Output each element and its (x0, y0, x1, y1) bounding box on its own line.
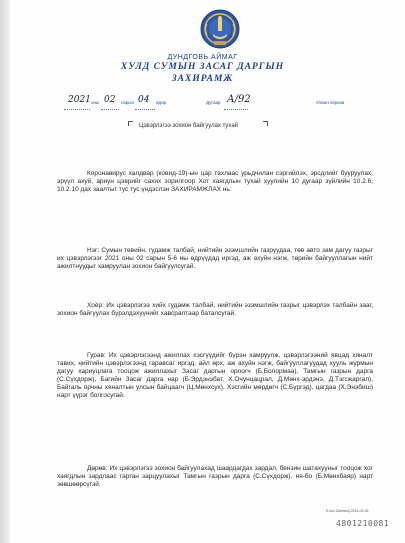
paragraph-preamble-text: Коронавирус халдвар (ковид-19)-ын цар тахлаас урьдчилан сэргийлэх, эрсдлийг бууруулах, эрүүл ахуй, ариун цэврийг сахих зорилгоор Хот хаягдлын тухай хуулийн 10 дугаар зүйлийн 10.2.6, 10.2.10 дах заалтыг тус тус үндэслэн ЗАХИРАМЖЛАХ нь: (57, 170, 373, 194)
province-name: ДУНДГОВЬ АЙМАГ (167, 54, 238, 61)
paragraph-three (57, 352, 373, 401)
number-underline (224, 109, 248, 110)
state-emblem-icon (199, 8, 241, 50)
date-month: 02 (104, 95, 116, 105)
paragraph-one (57, 247, 373, 271)
number-label: Дугаар (206, 100, 221, 105)
year-underline (64, 109, 90, 110)
paragraph-one-text: Нэг: Сумын төвийн, гудамж талбай, нийтийн эзэмшлийн газруудаа, төв авто зам дагуу газрыг их цэвэрлэгээг 2021 оны 02 сарын 5-6 ны өдрүүдад иргэд, аж ахуйн нэгж, төрийн байгууллагын нийт ажилтнуудыг хамруулан зохион байгуулсугай. (57, 247, 373, 271)
day-underline (135, 109, 155, 110)
date-month-suffix: сарын (121, 100, 134, 105)
paragraph-four (57, 465, 373, 489)
org-title-line1: ХУЛД СУМЫН ЗАСАГ ДАРГЫН (120, 62, 285, 72)
document-number: А/92 (227, 94, 251, 105)
paragraph-three-text: Гурав: Их цэвэрлэгээнд ажиллах хэсгүүдийг бүрэн хамруулж, цэвэрлэгээний явцад хяналт тавих, нийтийн цэвэрлэгээнд гаравсаг иргэд, айл өрх, аж ахуйн нэгж, байгууллагуудад хууль журмын дагуу хариуцлага тооцож ажиллахыг Засаг даргын орлогч (Б.Болормаа), Тамгын газрын дарга (С.Сүхдорж), Багийн Засаг дарга нар (Б.Эрдэнэбат, Х.Очунцацрал, Д.Мөнх-эрдэнэ, Д.Тэгсжаргал), Байгаль орчны хяналтын улсын байцаагч (Ц.Мөнхсух), Хэсгийн мөрдөгч (С.Бүргэд), цагдаа (Х.Энэбиш) нарт үүрэг болгосугай. (57, 352, 373, 400)
date-year-suffix: оны (91, 100, 100, 105)
date-day-suffix: өдөр (156, 100, 167, 105)
month-underline (101, 109, 119, 110)
subject-line: Цэвэрлэгээ зохион байгуулах тухай (139, 123, 239, 129)
paragraph-preamble (57, 170, 373, 194)
paragraph-four-text: Дөрөв: Их цэвэрлэгээ зохион байгуулахад шаардагдах зардал, бензин шатахууныг тооцож хог хаягдлын зардлаас гарган зарцуулахыг Тамгын газрын дарга (С.Сүхдорж), ня-бо (Б.Мөнхбаяр) нарт зөвшөөрсүгэй. (57, 465, 373, 489)
document-code: E.doc.Zahiramj-2021-02-04 (326, 509, 369, 513)
paragraph-two (57, 302, 373, 318)
subject-bracket-right (263, 121, 268, 126)
subject-bracket-left (128, 121, 133, 126)
date-year: 2021 (68, 95, 91, 105)
issue-place: Улаан хярхаа (316, 100, 345, 105)
barcode-number: 4801210081 (336, 519, 390, 528)
date-day: 04 (138, 95, 150, 105)
document-type-title: ЗАХИРАМЖ (171, 74, 234, 84)
paragraph-two-text: Хоёр: Их цэвэрлэгээ хийх гудамж талбай, нийтийн эзэмшлийн газрыг цэвэрлэх талбайн зааг, зохион байгуулах бүрэлдэхүүнийг хавсралтаар баталсугай. (57, 302, 373, 318)
